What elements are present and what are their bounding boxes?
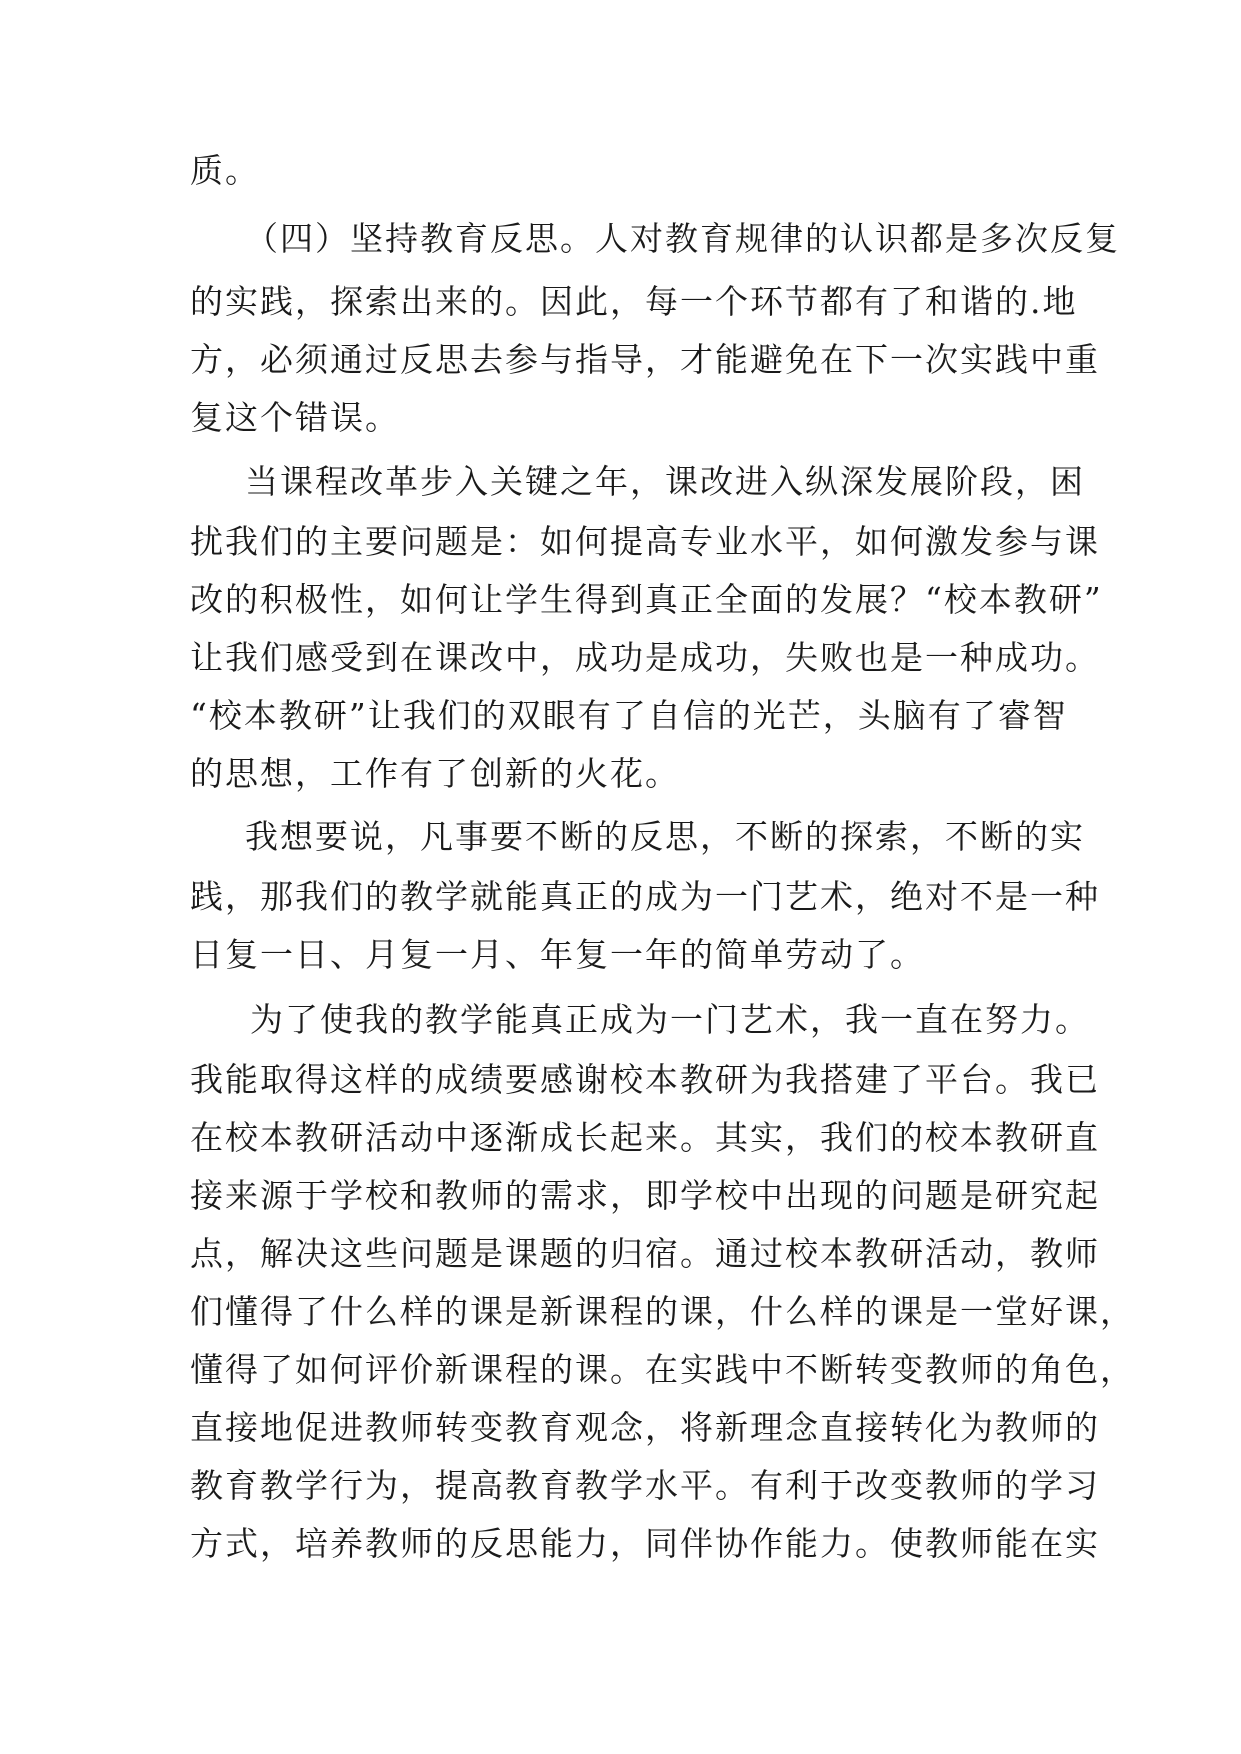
text-line-10: “校本教研”让我们的双眼有了自信的光芒，头脑有了睿智 <box>190 696 1068 735</box>
text-line-11: 的思想，工作有了创新的火花。 <box>190 754 680 793</box>
text-line-20: 们懂得了什么样的课是新课程的课，什么样的课是一堂好课， <box>190 1292 1135 1331</box>
text-line-1: 质。 <box>190 151 260 190</box>
text-line-22: 直接地促进教师转变教育观念，将新理念直接转化为教师的 <box>190 1408 1100 1447</box>
text-line-2: （四）坚持教育反思。人对教育规律的认识都是多次反复 <box>245 219 1120 258</box>
text-line-15: 为了使我的教学能真正成为一门艺术，我一直在努力。 <box>250 1000 1090 1039</box>
text-line-23: 教育教学行为，提高教育教学水平。有利于改变教师的学习 <box>190 1466 1100 1505</box>
text-line-24: 方式，培养教师的反思能力，同伴协作能力。使教师能在实 <box>190 1524 1100 1563</box>
text-line-4: 方，必须通过反思去参与指导，才能避免在下一次实践中重 <box>190 340 1100 379</box>
text-line-13: 践，那我们的教学就能真正的成为一门艺术，绝对不是一种 <box>190 877 1100 916</box>
text-line-6: 当课程改革步入关键之年，课改进入纵深发展阶段，困 <box>245 462 1085 501</box>
text-line-19: 点，解决这些问题是课题的归宿。通过校本教研活动，教师 <box>190 1234 1100 1273</box>
text-line-14: 日复一日、月复一月、年复一年的简单劳动了。 <box>190 935 925 974</box>
text-line-12: 我想要说，凡事要不断的反思，不断的探索，不断的实 <box>245 817 1085 856</box>
text-line-9: 让我们感受到在课改中，成功是成功，失败也是一种成功。 <box>190 638 1100 677</box>
text-line-17: 在校本教研活动中逐渐成长起来。其实，我们的校本教研直 <box>190 1118 1100 1157</box>
text-line-5: 复这个错误。 <box>190 398 400 437</box>
text-line-18: 接来源于学校和教师的需求，即学校中出现的问题是研究起 <box>190 1176 1100 1215</box>
text-line-7: 扰我们的主要问题是：如何提高专业水平，如何激发参与课 <box>190 522 1100 561</box>
text-line-16: 我能取得这样的成绩要感谢校本教研为我搭建了平台。我已 <box>190 1060 1100 1099</box>
text-line-3: 的实践，探索出来的。因此，每一个环节都有了和谐的.地 <box>190 282 1078 321</box>
text-line-21: 懂得了如何评价新课程的课。在实践中不断转变教师的角色， <box>190 1350 1135 1389</box>
text-line-8: 改的积极性，如何让学生得到真正全面的发展？“校本教研” <box>190 580 1103 619</box>
